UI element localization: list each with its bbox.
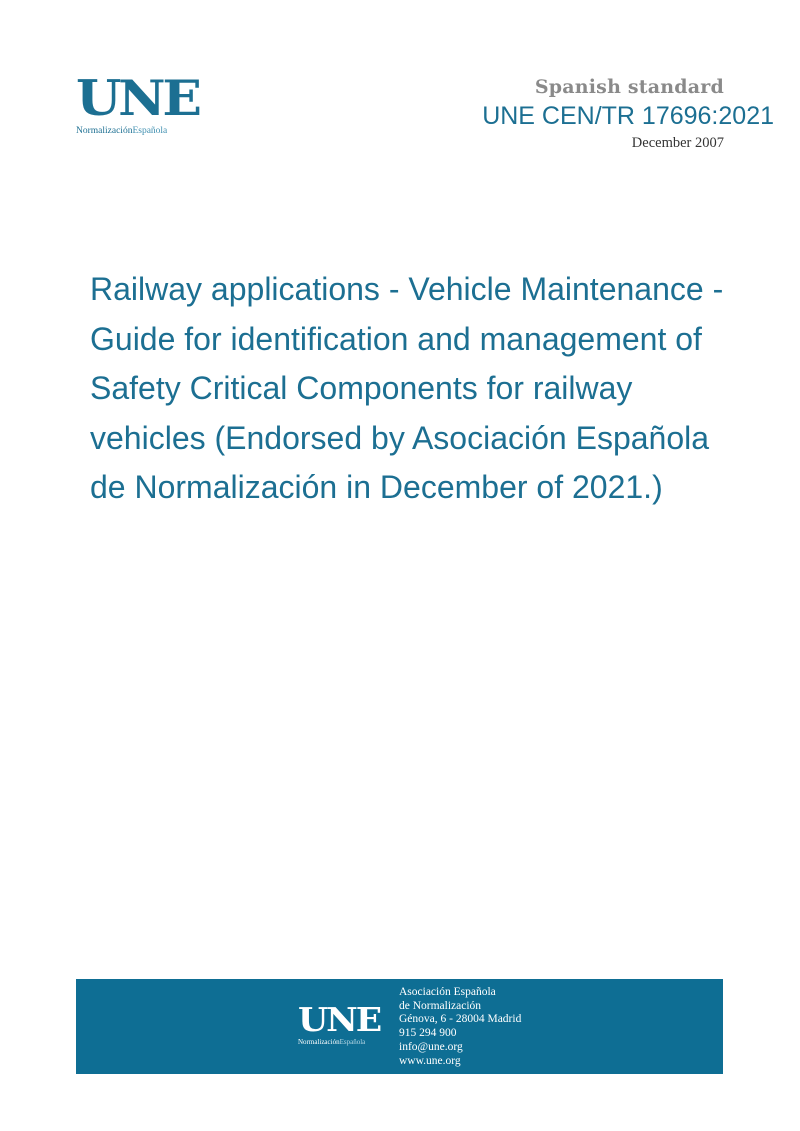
document-title: Railway applications - Vehicle Maintenance - Guide for identification and management of Safety Critical Components for railway vehicles (Endorsed by Asociación Española de Normalización in December of 2021.) — [90, 271, 724, 505]
footer-logo-tagline — [298, 1038, 380, 1046]
org-name-line1: Asociación Española — [399, 986, 496, 998]
footer-logo-tagline-part1: Normalización — [298, 1038, 340, 1046]
une-logo — [76, 69, 199, 136]
footer-contact — [399, 986, 521, 1068]
standard-type: Spanish standard — [534, 76, 724, 98]
standard-code: UNE CEN/TR 17696:2021 — [482, 102, 774, 130]
logo-tagline-part1: Normalización — [76, 126, 133, 136]
footer-logo — [298, 1002, 380, 1046]
footer-band — [76, 979, 723, 1074]
logo-tagline — [76, 126, 196, 136]
footer-logo-tagline-part2: Española — [339, 1038, 366, 1046]
org-address: Génova, 6 - 28004 Madrid — [399, 1013, 522, 1026]
logo-tagline-part2: Española — [132, 126, 168, 136]
org-website[interactable]: www.une.org — [399, 1054, 461, 1067]
logo-wordmark: UNE — [76, 69, 199, 127]
org-phone: 915 294 900 — [399, 1027, 457, 1040]
standard-header — [482, 76, 774, 152]
org-name-line2: de Normalización — [399, 999, 482, 1012]
standard-date: December 2007 — [631, 135, 724, 151]
footer-logo-wordmark: UNE — [298, 1000, 381, 1039]
org-email[interactable]: info@une.org — [399, 1040, 463, 1053]
